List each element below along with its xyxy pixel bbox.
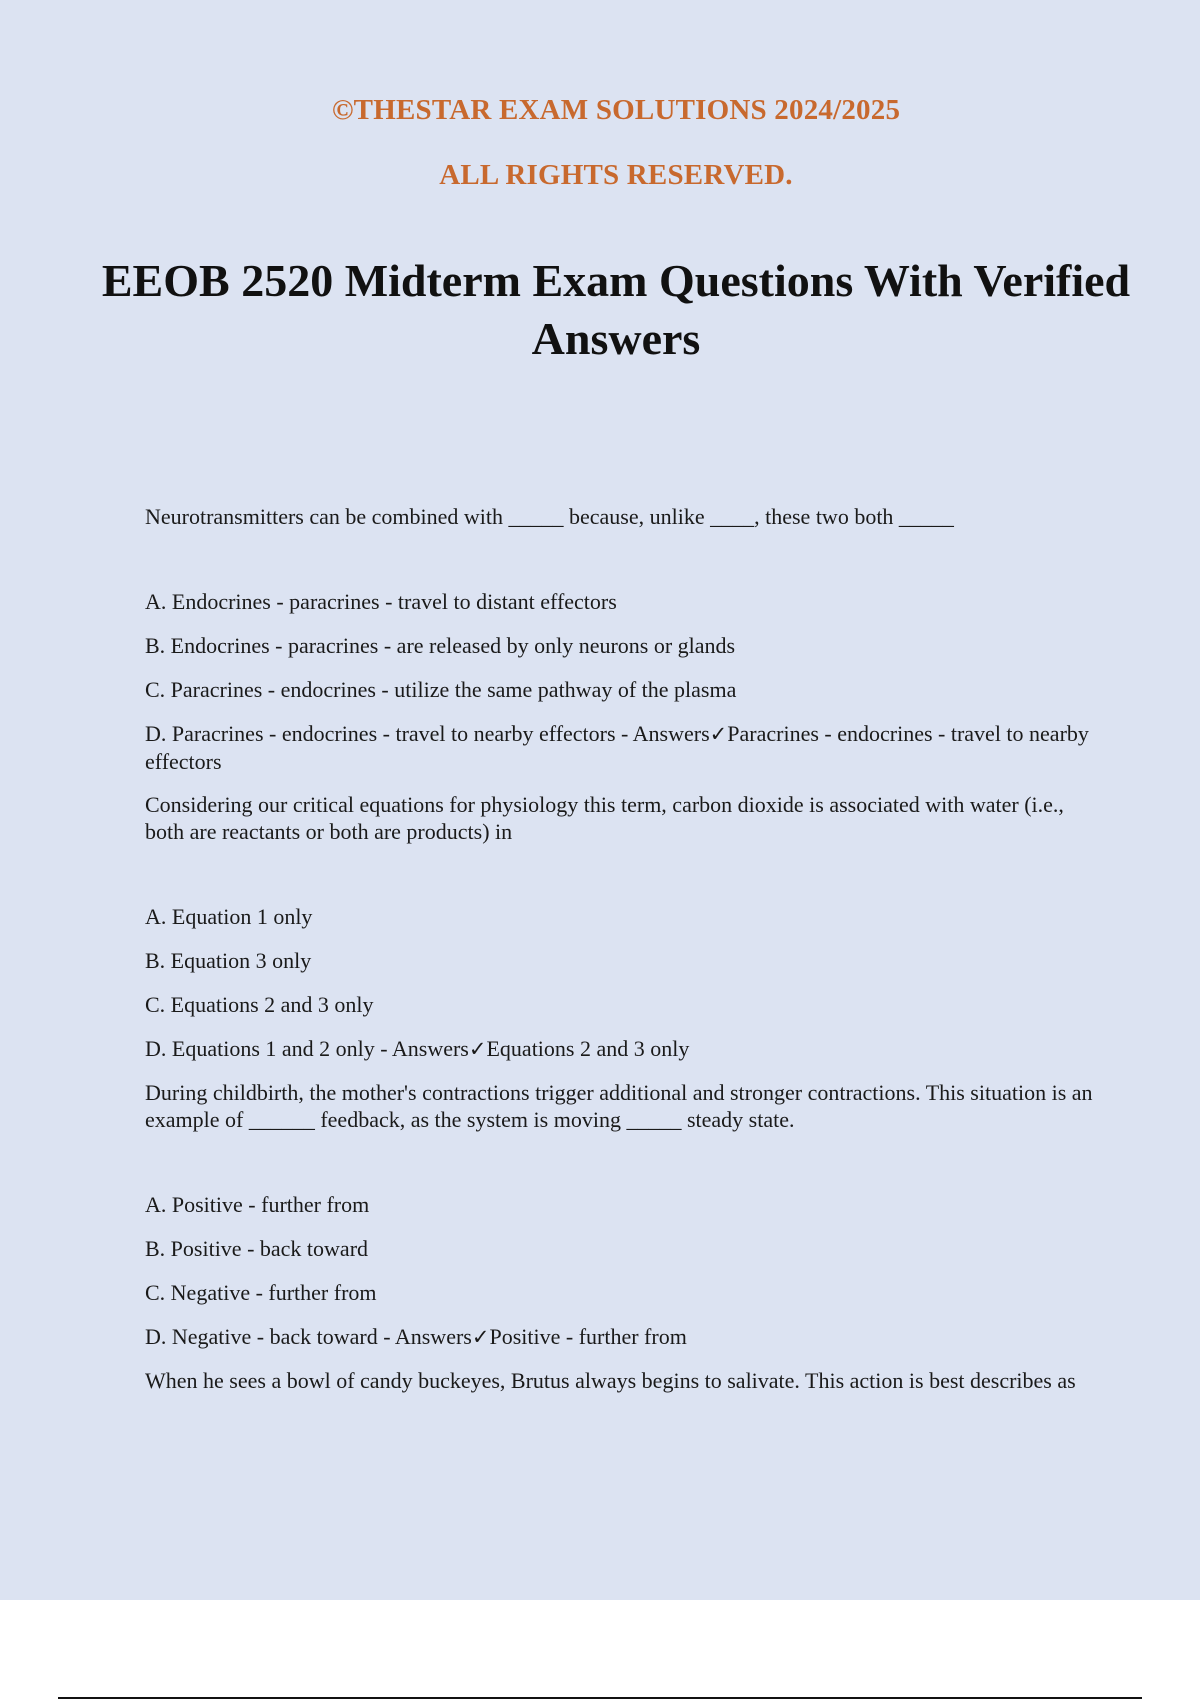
answer-marker: Answers — [394, 1324, 472, 1349]
check-mark-icon: ✓ — [709, 722, 728, 746]
document-title: EEOB 2520 Midterm Exam Questions With Verified Answers — [101, 255, 1131, 364]
answer-option-b: B. Endocrines - paracrines - are released by only neurons or glands — [145, 633, 736, 658]
question-text: During childbirth, the mother's contractions trigger additional and stronger contractions. This situation is an example of ______ feedback, as the system is moving _____ steady state. — [145, 1080, 1093, 1132]
questions-section — [145, 503, 1095, 1452]
question-block — [145, 503, 1095, 775]
option-d-text: D. Paracrines - endocrines - travel to nearby effectors - — [145, 721, 633, 746]
answer-option-d — [145, 1035, 1095, 1063]
answer-option-b: B. Positive - back toward — [145, 1236, 369, 1261]
correct-answer: Positive - further from — [489, 1324, 687, 1349]
correct-answer: Paracrines - endocrines - travel to nearby effectors — [145, 721, 1089, 774]
check-mark-icon: ✓ — [468, 1037, 487, 1061]
answer-option-b: B. Equation 3 only — [145, 948, 312, 973]
question-block — [145, 1079, 1095, 1351]
answer-option-a: A. Equation 1 only — [145, 904, 313, 929]
question-block — [145, 1367, 1095, 1394]
answer-marker: Answers — [632, 721, 710, 746]
answer-option-c: C. Paracrines - endocrines - utilize the same pathway of the plasma — [145, 677, 737, 702]
check-mark-icon: ✓ — [471, 1325, 490, 1349]
question-text: Neurotransmitters can be combined with _____ because, unlike ____, these two both _____ — [145, 504, 954, 529]
answer-option-d — [145, 1323, 1095, 1351]
copyright-header: ©THESTAR EXAM SOLUTIONS 2024/2025 — [331, 94, 901, 126]
answer-option-a: A. Positive - further from — [145, 1192, 370, 1217]
rights-reserved-header: ALL RIGHTS RESERVED. — [439, 159, 793, 191]
footer-divider — [58, 1697, 1142, 1699]
answer-option-c: C. Negative - further from — [145, 1280, 377, 1305]
answer-option-d — [145, 720, 1095, 775]
question-text: Considering our critical equations for physiology this term, carbon dioxide is associated with water (i.e., both are reactants or both are products) in — [145, 792, 1064, 844]
question-text: When he sees a bowl of candy buckeyes, Brutus always begins to salivate. This action is best describes as — [145, 1368, 1076, 1393]
option-d-text: D. Negative - back toward - — [145, 1324, 395, 1349]
correct-answer: Equations 2 and 3 only — [486, 1036, 690, 1061]
answer-marker: Answers — [391, 1036, 469, 1061]
answer-option-a: A. Endocrines - paracrines - travel to distant effectors — [145, 589, 617, 614]
question-block — [145, 791, 1095, 1063]
option-d-text: D. Equations 1 and 2 only - — [145, 1036, 392, 1061]
answer-option-c: C. Equations 2 and 3 only — [145, 992, 374, 1017]
